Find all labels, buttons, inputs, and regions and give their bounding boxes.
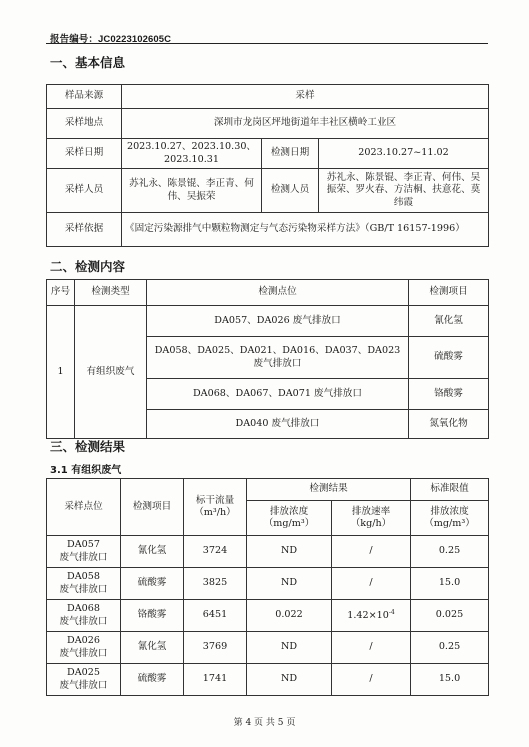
sampling-point xyxy=(47,664,121,696)
sampling-point xyxy=(47,568,121,600)
test-item: 铬酸雾 xyxy=(409,379,489,410)
col-header-conc xyxy=(247,501,332,536)
table-row xyxy=(47,568,489,600)
test-item: 铬酸雾 xyxy=(121,600,184,632)
header-divider xyxy=(46,43,488,44)
conc-unit: （mg/m³） xyxy=(263,518,315,529)
limit-conc-label: 排放浓度 xyxy=(430,505,469,517)
col-header-type: 检测类型 xyxy=(75,280,147,306)
site-value: 深圳市龙岗区坪地街道年丰社区横岭工业区 xyxy=(122,109,489,139)
point-code: DA026 xyxy=(67,635,100,647)
limit-value: 0.25 xyxy=(411,632,489,664)
test-item: 氰化氢 xyxy=(409,306,489,337)
results-table xyxy=(46,478,489,696)
test-date-label: 检测日期 xyxy=(262,139,319,169)
conc-value: ND xyxy=(247,632,332,664)
limit-value: 0.25 xyxy=(411,536,489,568)
col-header-no: 序号 xyxy=(47,280,75,306)
limit-value: 0.025 xyxy=(411,600,489,632)
point-code: DA068 xyxy=(67,603,100,615)
section3-title: 三、检测结果 xyxy=(50,439,126,454)
section2-title: 二、检测内容 xyxy=(50,259,126,274)
sampling-date-label: 采样日期 xyxy=(47,139,122,169)
sample-source-label: 样品来源 xyxy=(47,85,122,109)
sampling-point xyxy=(47,536,121,568)
col-header-item: 检测项目 xyxy=(121,479,184,536)
report-number: 报告编号：JC0223102605C xyxy=(50,34,172,45)
row-type: 有组织废气 xyxy=(75,306,147,439)
rate-value xyxy=(332,600,411,632)
tester-value: 苏礼永、陈景锟、李正青、何伟、吴振荣、罗火春、方洁桐、扶意花、莫纬霞 xyxy=(319,169,489,213)
test-point: DA068、DA067、DA071 废气排放口 xyxy=(147,379,409,410)
page-number: 第 4 页 共 5 页 xyxy=(233,718,296,728)
point-code: DA025 xyxy=(67,667,100,679)
test-content-table xyxy=(46,279,489,439)
col-header-point: 采样点位 xyxy=(47,479,121,536)
table-row xyxy=(47,536,489,568)
point-code: DA058 xyxy=(67,571,100,583)
basic-info-table xyxy=(46,84,489,247)
col-header-rate xyxy=(332,501,411,536)
test-point: DA040 废气排放口 xyxy=(147,410,409,439)
rate-label: 排放速率 xyxy=(351,505,391,517)
test-item: 硫酸雾 xyxy=(121,568,184,600)
limit-conc-unit: （mg/m³） xyxy=(424,518,475,529)
section3-subtitle: 3.1 有组织废气 xyxy=(50,465,122,476)
rate-base: 1.42×10 xyxy=(347,609,389,621)
test-point: DA058、DA025、DA021、DA016、DA037、DA023 废气排放口 xyxy=(147,337,409,379)
limit-value: 15.0 xyxy=(411,664,489,696)
site-label: 采样地点 xyxy=(47,109,122,139)
table-row xyxy=(47,632,489,664)
col-header-limit: 标准限值 xyxy=(411,479,489,501)
point-desc: 废气排放口 xyxy=(59,615,108,627)
flow-value: 3769 xyxy=(184,632,247,664)
col-header-result: 检测结果 xyxy=(247,479,411,501)
row-no: 1 xyxy=(47,306,75,439)
flow-value: 6451 xyxy=(184,600,247,632)
flow-value: 3724 xyxy=(184,536,247,568)
limit-value: 15.0 xyxy=(411,568,489,600)
table-row xyxy=(47,664,489,696)
sampler-value: 苏礼永、陈景锟、李正青、何伟、吴振荣 xyxy=(122,169,262,213)
sampler-label: 采样人员 xyxy=(47,169,122,213)
col-header-limit-conc xyxy=(411,501,489,536)
rate-unit: （kg/h） xyxy=(350,518,392,529)
flow-label: 标干流量 xyxy=(195,494,235,506)
sampling-date-value: 2023.10.27、2023.10.30、2023.10.31 xyxy=(122,139,262,169)
test-item: 硫酸雾 xyxy=(121,664,184,696)
conc-value: ND xyxy=(247,536,332,568)
col-header-item: 检测项目 xyxy=(409,280,489,306)
flow-value: 3825 xyxy=(184,568,247,600)
test-item: 氰化氢 xyxy=(121,536,184,568)
basis-value: 《固定污染源排气中颗粒物测定与气态污染物采样方法》（GB/T 16157-1996） xyxy=(122,213,489,247)
col-header-point: 检测点位 xyxy=(147,280,409,306)
flow-value: 1741 xyxy=(184,664,247,696)
basis-label: 采样依据 xyxy=(47,213,122,247)
test-point: DA057、DA026 废气排放口 xyxy=(147,306,409,337)
tester-label: 检测人员 xyxy=(262,169,319,213)
conc-value: 0.022 xyxy=(247,600,332,632)
conc-label: 排放浓度 xyxy=(269,505,309,517)
point-code: DA057 xyxy=(67,539,100,551)
sampling-point xyxy=(47,632,121,664)
table-row xyxy=(47,600,489,632)
point-desc: 废气排放口 xyxy=(59,551,108,563)
sampling-point xyxy=(47,600,121,632)
rate-value: / xyxy=(332,568,411,600)
conc-value: ND xyxy=(247,664,332,696)
point-desc: 废气排放口 xyxy=(59,583,108,595)
test-item: 硫酸雾 xyxy=(409,337,489,379)
test-date-value: 2023.10.27~11.02 xyxy=(319,139,489,169)
col-header-flow xyxy=(184,479,247,536)
rate-value: / xyxy=(332,664,411,696)
rate-value: / xyxy=(332,632,411,664)
point-desc: 废气排放口 xyxy=(59,679,108,691)
flow-unit: （m³/h） xyxy=(194,507,236,518)
rate-exponent: -4 xyxy=(388,608,395,616)
section1-title: 一、基本信息 xyxy=(50,55,126,70)
sample-source-value: 采样 xyxy=(122,85,489,109)
conc-value: ND xyxy=(247,568,332,600)
test-item: 氮氧化物 xyxy=(409,410,489,439)
rate-value: / xyxy=(332,536,411,568)
test-item: 氰化氢 xyxy=(121,632,184,664)
point-desc: 废气排放口 xyxy=(59,647,108,659)
